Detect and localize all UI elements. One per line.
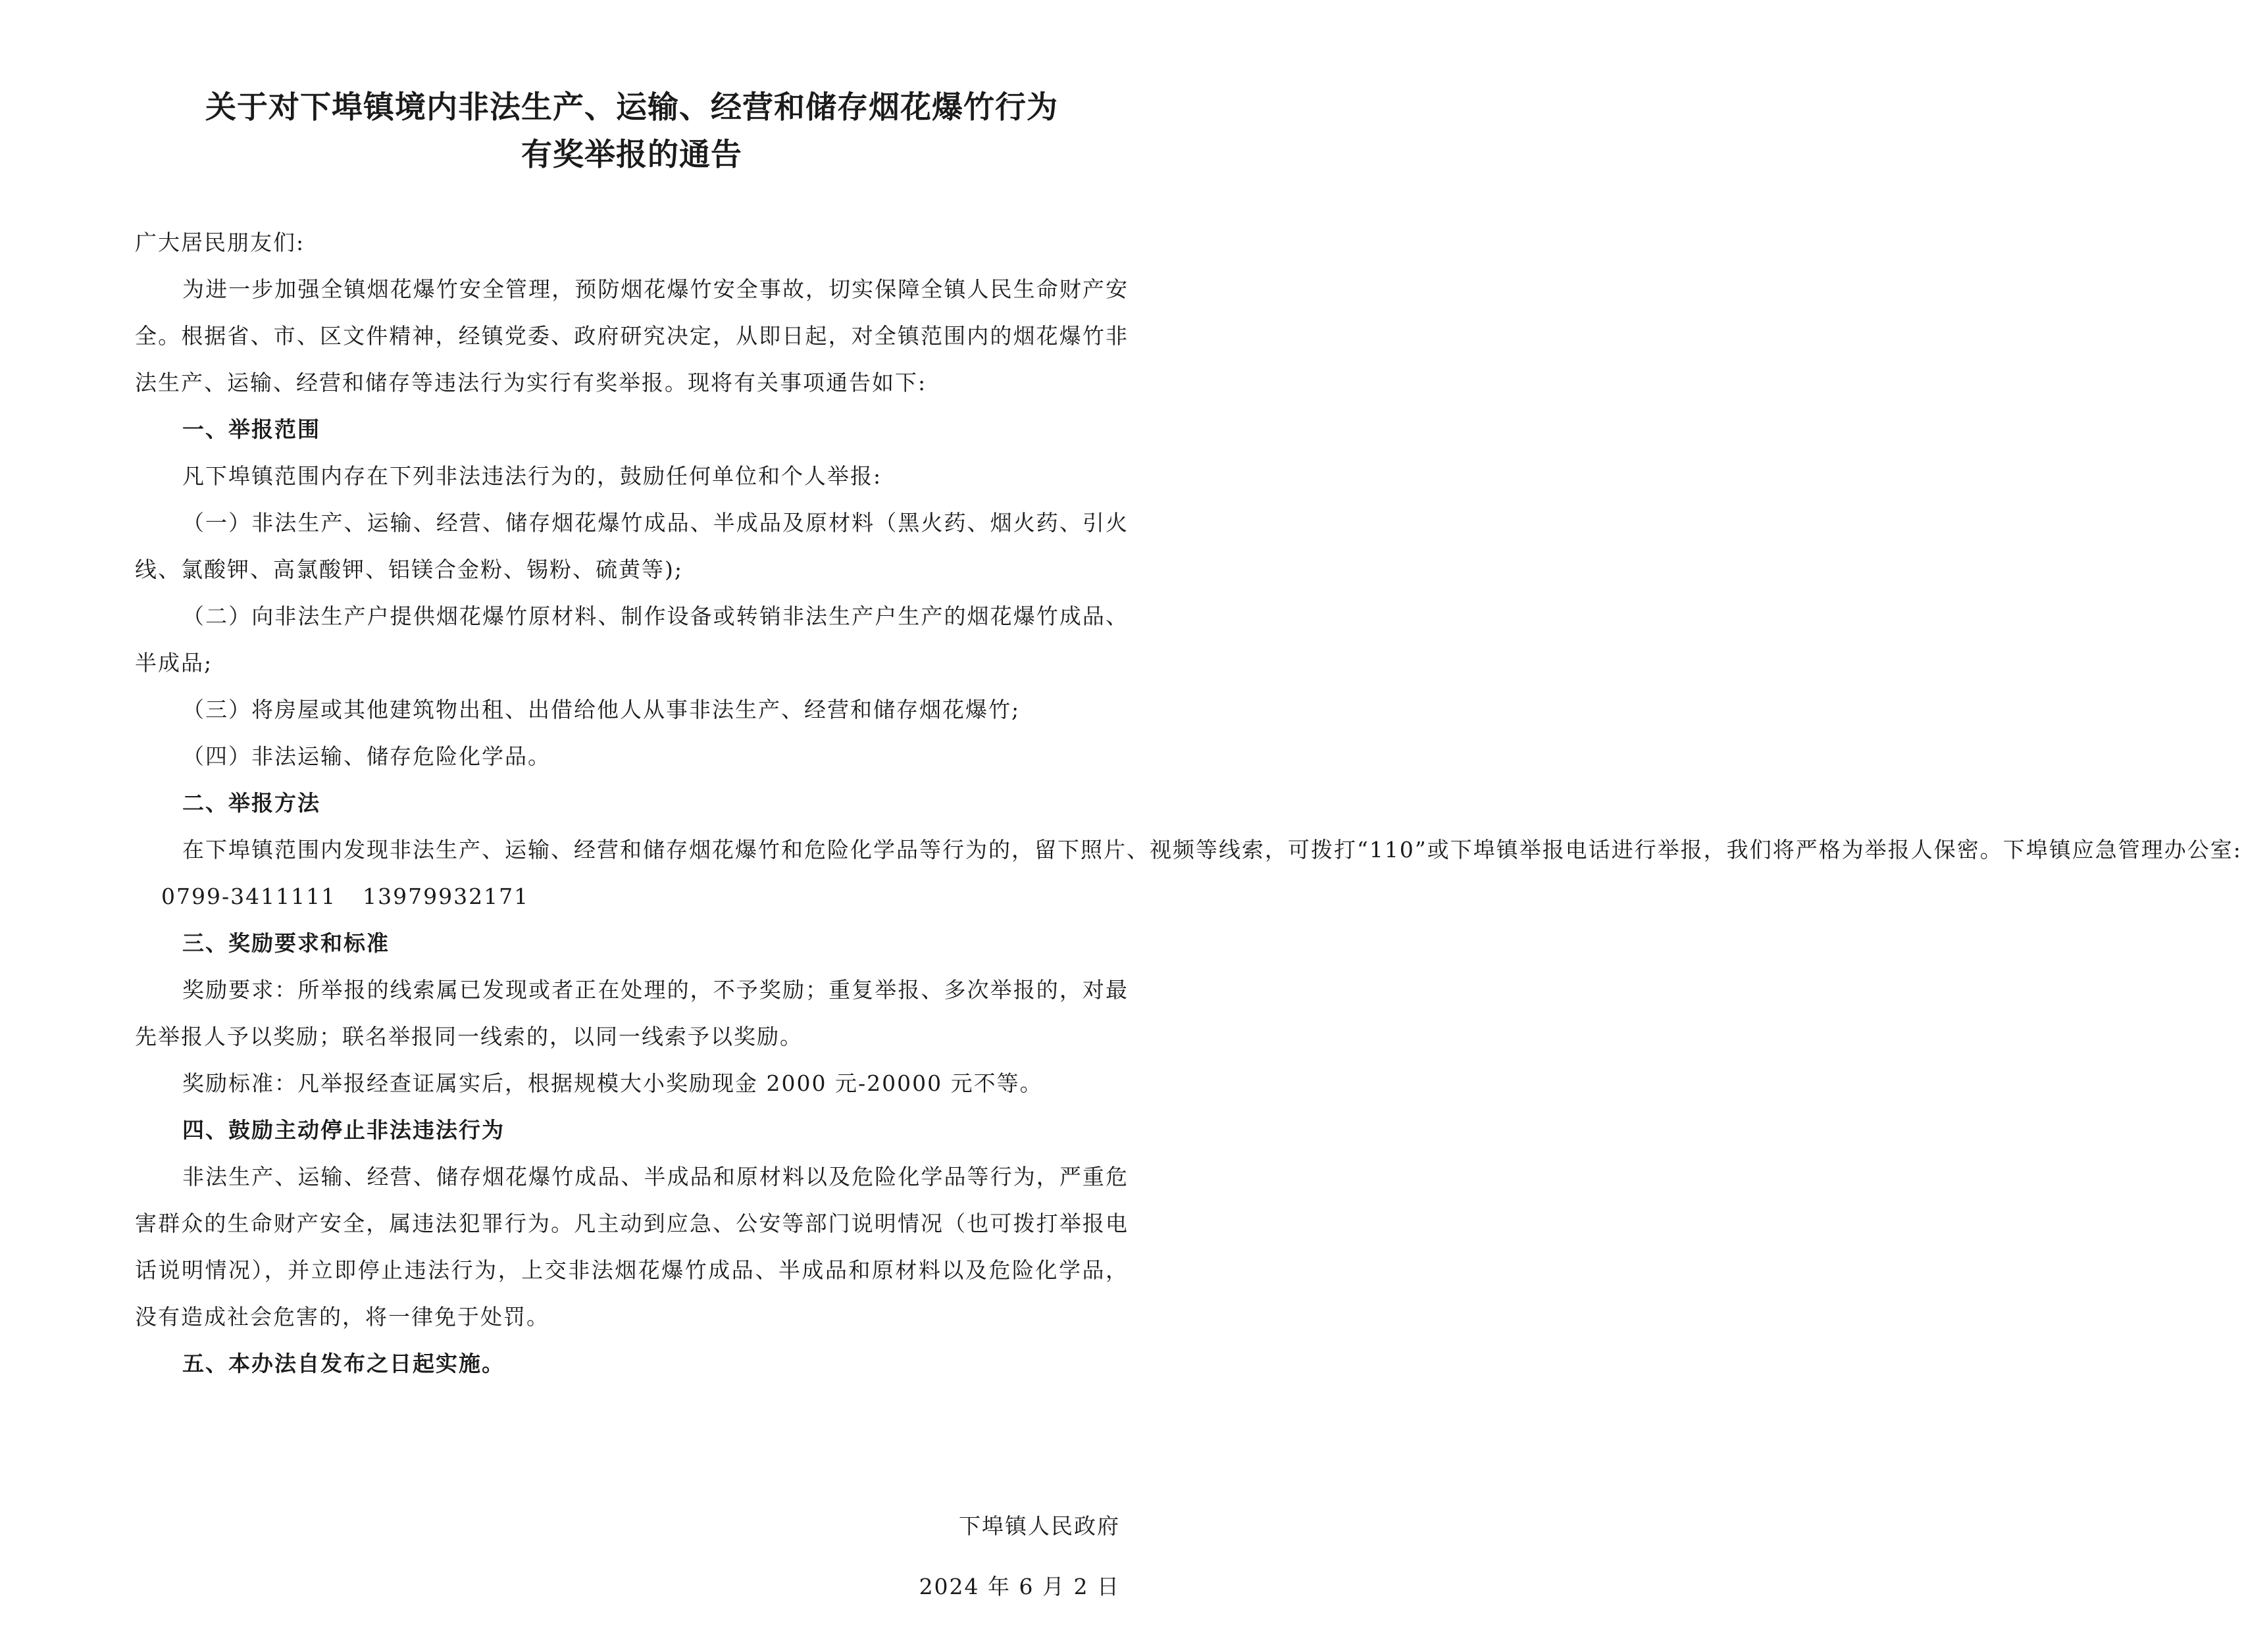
section-3-heading: 三、奖励要求和标准 <box>182 930 390 956</box>
section-2-text: 在下埠镇范围内发现非法生产、运输、经营和储存烟花爆竹和危险化学品等行为的，留下照片、视频等线索，可拨打“110”或下埠镇举报电话进行举报，我们将严格为举报人保密。下埠镇应急管理办公室: <box>182 837 2242 863</box>
issuing-organization: 下埠镇人民政府 <box>959 1513 1120 1539</box>
section-1-item-3: （三）将房屋或其他建筑物出租、出借给他人从事非法生产、经营和储存烟花爆竹; <box>182 697 1021 722</box>
title-line-2: 有奖举报的通告 <box>521 137 742 173</box>
section-5-heading: 五、本办法自发布之日起实施。 <box>182 1351 505 1376</box>
section-1-lead: 凡下埠镇范围内存在下列非法违法行为的，鼓励任何单位和个人举报: <box>182 463 882 489</box>
section-1-item-2: （二）向非法生产户提供烟花爆竹原材料、制作设备或转销非法生产户生产的烟花爆竹成品、半成品; <box>135 603 1129 676</box>
reward-requirement: 奖励要求：所举报的线索属已发现或者正在处理的，不予奖励；重复举报、多次举报的，对最先举报人予以奖励；联名举报同一线索的，以同一线索予以奖励。 <box>135 977 1129 1049</box>
section-2-heading: 二、举报方法 <box>182 790 320 816</box>
signature-block <box>919 1503 1120 1610</box>
document-title <box>132 84 1132 179</box>
section-1-item-4: （四）非法运输、储存危险化学品。 <box>182 743 551 769</box>
office-phone: 0799-3411111 <box>161 884 337 909</box>
reward-standard: 奖励标准：凡举报经查证属实后，根据规模大小奖励现金 2000 元-20000 元不等。 <box>182 1070 1043 1096</box>
issue-date: 2024 年 6 月 2 日 <box>919 1574 1120 1599</box>
section-4-heading: 四、鼓励主动停止非法违法行为 <box>182 1117 505 1143</box>
section-2-paragraph <box>135 826 2242 920</box>
section-4-paragraph: 非法生产、运输、经营、储存烟花爆竹成品、半成品和原材料以及危险化学品等行为，严重危害群众的生命财产安全，属违法犯罪行为。凡主动到应急、公安等部门说明情况（也可拨打举报电话说明情况），并立即停止违法行为，上交非法烟花爆竹成品、半成品和原材料以及危险化学品，没有造成社会危害的，将一律免于处罚。 <box>135 1164 1129 1330</box>
intro-paragraph: 为进一步加强全镇烟花爆竹安全管理，预防烟花爆竹安全事故，切实保障全镇人民生命财产安全。根据省、市、区文件精神，经镇党委、政府研究决定，从即日起，对全镇范围内的烟花爆竹非法生产、运输、经营和储存等违法行为实行有奖举报。现将有关事项通告如下: <box>135 276 1129 395</box>
title-line-1: 关于对下埠镇境内非法生产、运输、经营和储存烟花爆竹行为 <box>205 89 1058 126</box>
section-1-item-1: （一）非法生产、运输、经营、储存烟花爆竹成品、半成品及原材料（黑火药、烟火药、引火线、氯酸钾、高氯酸钾、铝镁合金粉、锡粉、硫黄等); <box>135 510 1129 582</box>
section-1-heading: 一、举报范围 <box>182 416 320 442</box>
salutation: 广大居民朋友们: <box>135 230 305 255</box>
mobile-phone: 13979932171 <box>363 884 530 909</box>
document-body <box>135 219 2242 1387</box>
